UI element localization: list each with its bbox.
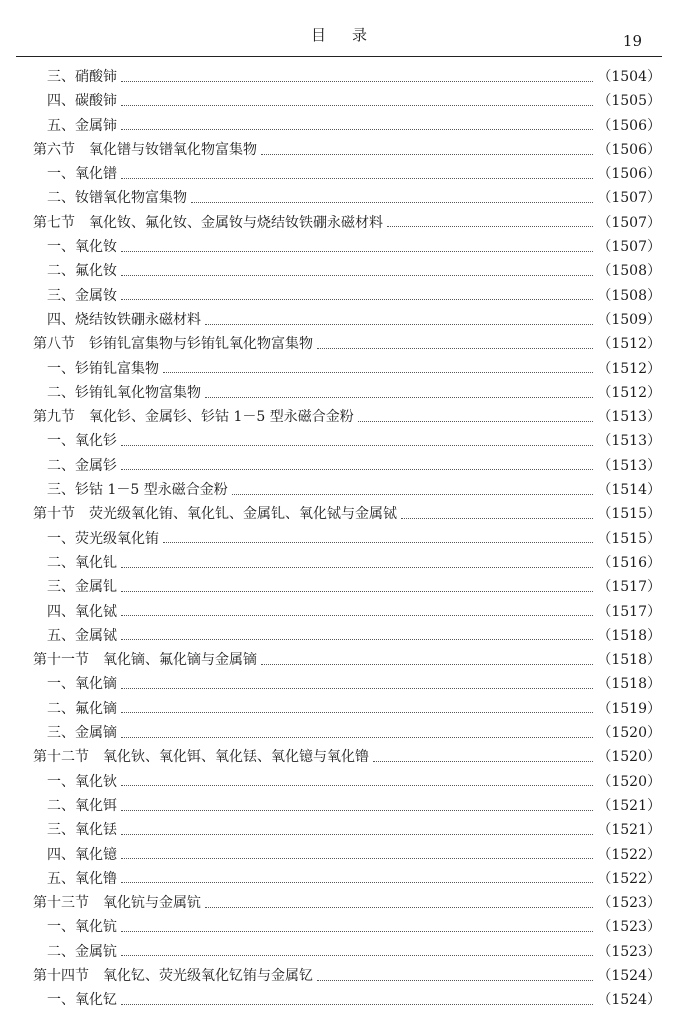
section-number: 第十节	[33, 506, 75, 523]
dot-leader	[121, 251, 593, 252]
entry-text: 氧化钪与金属钪	[103, 895, 201, 912]
section-number: 第九节	[33, 409, 75, 426]
entry-text: 氧化钕、氟化钕、金属钕与烧结钕铁硼永磁材料	[89, 214, 383, 231]
entry-text: 一、氧化镝	[47, 676, 117, 693]
toc-subsection-row[interactable]	[33, 309, 661, 333]
toc-entry-title	[33, 139, 257, 159]
toc-entry-title	[33, 916, 117, 936]
toc-entry-title	[33, 746, 369, 766]
toc-entry-title	[33, 430, 117, 450]
entry-text: 二、金属钐	[47, 457, 117, 474]
section-number: 第六节	[33, 141, 75, 158]
entry-text: 四、氧化镱	[47, 846, 117, 863]
entry-text: 一、氧化钬	[47, 773, 117, 790]
toc-subsection-row[interactable]	[33, 66, 661, 90]
toc-page-number: （1505）	[597, 93, 661, 110]
entry-text: 三、钐钴 1－5 型永磁合金粉	[47, 482, 228, 499]
toc-entry-title	[33, 382, 201, 402]
dot-leader	[121, 615, 593, 616]
toc-subsection-row[interactable]	[33, 260, 661, 284]
toc-subsection-row[interactable]	[33, 795, 661, 819]
toc-subsection-row[interactable]	[33, 673, 661, 697]
toc-section-row[interactable]	[33, 333, 661, 357]
toc-page-number: （1513）	[597, 409, 661, 426]
toc-subsection-row[interactable]	[33, 819, 661, 843]
toc-entry-title	[33, 625, 117, 645]
toc-page-number: （1513）	[597, 433, 661, 450]
toc-subsection-row[interactable]	[33, 163, 661, 187]
toc-subsection-row[interactable]	[33, 916, 661, 940]
toc-section-row[interactable]	[33, 212, 661, 236]
entry-text: 二、金属钪	[47, 943, 117, 960]
dot-leader	[401, 518, 593, 519]
toc-entry-title	[33, 601, 117, 621]
entry-text: 二、氧化铒	[47, 797, 117, 814]
dot-leader	[373, 761, 593, 762]
toc-entry-title	[33, 552, 117, 572]
dot-leader	[191, 202, 593, 203]
toc-page-number: （1514）	[597, 482, 661, 499]
toc-page-number: （1512）	[597, 336, 661, 353]
toc-page-number: （1518）	[597, 676, 661, 693]
section-number: 第十二节	[33, 749, 89, 766]
toc-subsection-row[interactable]	[33, 576, 661, 600]
toc-subsection-row[interactable]	[33, 187, 661, 211]
dot-leader	[121, 469, 593, 470]
toc-entry-title	[33, 115, 117, 135]
toc-entry-title	[33, 358, 159, 378]
entry-text: 三、氧化铥	[47, 822, 117, 839]
toc-section-row[interactable]	[33, 965, 661, 989]
toc-page-number: （1520）	[597, 725, 661, 742]
toc-page-number: （1507）	[597, 190, 661, 207]
dot-leader	[121, 129, 593, 130]
toc-section-row[interactable]	[33, 406, 661, 430]
toc-entry-title	[33, 309, 201, 329]
header-title: 目录	[310, 26, 393, 44]
entry-text: 一、氧化镨	[47, 166, 117, 183]
toc-page-number: （1522）	[597, 870, 661, 887]
toc-page-number: （1524）	[597, 967, 661, 984]
toc-subsection-row[interactable]	[33, 771, 661, 795]
entry-text: 钐铕钆富集物与钐铕钆氧化物富集物	[89, 336, 313, 353]
toc-entry-title	[33, 406, 354, 426]
toc-page-number: （1506）	[597, 166, 661, 183]
entry-text: 氧化镝、氟化镝与金属镝	[103, 652, 257, 669]
toc-section-row[interactable]	[33, 503, 661, 527]
entry-text: 三、金属镝	[47, 725, 117, 742]
toc-page-number: （1515）	[597, 530, 661, 547]
toc-page-number: （1520）	[597, 749, 661, 766]
dot-leader	[358, 421, 594, 422]
dot-leader	[121, 591, 593, 592]
section-number: 第八节	[33, 336, 75, 353]
entry-text: 一、氧化钐	[47, 433, 117, 450]
dot-leader	[232, 494, 594, 495]
dot-leader	[317, 348, 593, 349]
toc-entry-title	[33, 236, 117, 256]
entry-text: 四、碳酸铈	[47, 93, 117, 110]
dot-leader	[121, 882, 593, 883]
section-number: 第十三节	[33, 895, 89, 912]
toc-page-number: （1506）	[597, 117, 661, 134]
dot-leader	[205, 397, 593, 398]
toc-page-number: （1512）	[597, 384, 661, 401]
dot-leader	[121, 810, 593, 811]
toc-page-number: （1509）	[597, 311, 661, 328]
entry-text: 二、氧化钆	[47, 554, 117, 571]
toc-entry-title	[33, 163, 117, 183]
entry-text: 一、氧化钇	[47, 992, 117, 1009]
entry-text: 一、钐铕钆富集物	[47, 360, 159, 377]
toc-entry-title	[33, 844, 117, 864]
toc-entry-title	[33, 989, 117, 1009]
toc-entry-title	[33, 260, 117, 280]
toc-entry-title	[33, 722, 117, 742]
dot-leader	[121, 737, 593, 738]
toc-subsection-row[interactable]	[33, 868, 661, 892]
entry-text: 三、金属钕	[47, 287, 117, 304]
dot-leader	[205, 324, 593, 325]
entry-text: 五、金属铽	[47, 627, 117, 644]
toc-subsection-row[interactable]	[33, 722, 661, 746]
toc-subsection-row[interactable]	[33, 698, 661, 722]
dot-leader	[121, 785, 593, 786]
toc-subsection-row[interactable]	[33, 989, 661, 1013]
toc-entry-title	[33, 649, 257, 669]
toc-page-number: （1524）	[597, 992, 661, 1009]
toc-page-number: （1507）	[597, 214, 661, 231]
toc-subsection-row[interactable]	[33, 115, 661, 139]
toc-subsection-row[interactable]	[33, 601, 661, 625]
entry-text: 三、金属钆	[47, 579, 117, 596]
toc-subsection-row[interactable]	[33, 479, 661, 503]
entry-text: 三、硝酸铈	[47, 69, 117, 85]
toc-page-number: （1517）	[597, 579, 661, 596]
toc-subsection-row[interactable]	[33, 941, 661, 965]
toc-page-number: （1521）	[597, 822, 661, 839]
toc-page-number: （1523）	[597, 943, 661, 960]
dot-leader	[121, 858, 593, 859]
toc-entry-title	[33, 771, 117, 791]
page-number: 19	[622, 32, 642, 50]
entry-text: 二、氟化镝	[47, 700, 117, 717]
dot-leader	[121, 712, 593, 713]
toc-page-number: （1520）	[597, 773, 661, 790]
dot-leader	[205, 907, 593, 908]
toc-entry-title	[33, 698, 117, 718]
toc-subsection-row[interactable]	[33, 552, 661, 576]
toc-page-number: （1506）	[597, 141, 661, 158]
entry-text: 二、氟化钕	[47, 263, 117, 280]
dot-leader	[121, 81, 593, 82]
toc-entry-title	[33, 892, 201, 912]
toc-entry-title	[33, 965, 313, 985]
toc-subsection-row[interactable]	[33, 625, 661, 649]
dot-leader	[163, 542, 593, 543]
entry-text: 二、钕镨氧化物富集物	[47, 190, 187, 207]
dot-leader	[261, 664, 593, 665]
toc-section-row[interactable]	[33, 649, 661, 673]
entry-text: 氧化钐、金属钐、钐钴 1－5 型永磁合金粉	[89, 409, 354, 426]
toc-subsection-row[interactable]	[33, 528, 661, 552]
entry-text: 一、氧化钕	[47, 239, 117, 256]
entry-text: 荧光级氧化铕、氧化钆、金属钆、氧化铽与金属铽	[89, 506, 397, 523]
toc-page-number: （1521）	[597, 797, 661, 814]
toc-subsection-row[interactable]	[33, 844, 661, 868]
toc-page-number: （1512）	[597, 360, 661, 377]
toc-entry-title	[33, 285, 117, 305]
entry-text: 氧化钬、氧化铒、氧化铥、氧化镱与氧化镥	[103, 749, 369, 766]
toc-page-number: （1513）	[597, 457, 661, 474]
toc-page-number: （1518）	[597, 652, 661, 669]
toc-entry-title	[33, 795, 117, 815]
toc-entry-title	[33, 333, 313, 353]
toc-subsection-row[interactable]	[33, 455, 661, 479]
entry-text: 五、金属铈	[47, 117, 117, 134]
toc-section-row[interactable]	[33, 746, 661, 770]
dot-leader	[261, 154, 593, 155]
dot-leader	[121, 275, 593, 276]
dot-leader	[121, 834, 593, 835]
toc-section-row[interactable]	[33, 139, 661, 163]
toc-entry-title	[33, 187, 187, 207]
toc-entry-title	[33, 868, 117, 888]
toc-subsection-row[interactable]	[33, 358, 661, 382]
entry-text: 氧化钇、荧光级氧化钇铕与金属钇	[103, 967, 313, 984]
toc-subsection-row[interactable]	[33, 382, 661, 406]
entry-text: 四、烧结钕铁硼永磁材料	[47, 311, 201, 328]
toc-section-row[interactable]	[33, 892, 661, 916]
toc-entry-title	[33, 576, 117, 596]
toc-page-number: （1518）	[597, 627, 661, 644]
dot-leader	[387, 226, 593, 227]
table-of-contents	[33, 66, 661, 1014]
dot-leader	[121, 955, 593, 956]
section-number: 第七节	[33, 214, 75, 231]
toc-entry-title	[33, 673, 117, 693]
dot-leader	[121, 567, 593, 568]
dot-leader	[121, 445, 593, 446]
toc-page-number: （1519）	[597, 700, 661, 717]
toc-page-number: （1516）	[597, 554, 661, 571]
toc-entry-title	[33, 528, 159, 548]
entry-text: 五、氧化镥	[47, 870, 117, 887]
toc-page-number: （1508）	[597, 263, 661, 280]
toc-entry-title	[33, 819, 117, 839]
entry-text: 一、荧光级氧化铕	[47, 530, 159, 547]
section-number: 第十四节	[33, 967, 89, 984]
dot-leader	[121, 299, 593, 300]
toc-entry-title	[33, 90, 117, 110]
dot-leader	[121, 688, 593, 689]
page-header	[16, 0, 662, 57]
toc-page-number: （1507）	[597, 239, 661, 256]
entry-text: 二、钐铕钆氧化物富集物	[47, 384, 201, 401]
toc-entry-title	[33, 66, 117, 86]
toc-entry-title	[33, 503, 397, 523]
dot-leader	[121, 178, 593, 179]
entry-text: 一、氧化钪	[47, 919, 117, 936]
toc-entry-title	[33, 212, 383, 232]
toc-entry-title	[33, 455, 117, 475]
toc-page-number: （1504）	[597, 69, 661, 85]
toc-page-number: （1508）	[597, 287, 661, 304]
toc-entry-title	[33, 479, 228, 499]
toc-subsection-row[interactable]	[33, 236, 661, 260]
toc-page-number: （1517）	[597, 603, 661, 620]
toc-entry-title	[33, 941, 117, 961]
toc-subsection-row[interactable]	[33, 430, 661, 454]
dot-leader	[121, 931, 593, 932]
section-number: 第十一节	[33, 652, 89, 669]
dot-leader	[317, 980, 593, 981]
toc-subsection-row[interactable]	[33, 90, 661, 114]
toc-page-number: （1523）	[597, 895, 661, 912]
dot-leader	[163, 372, 593, 373]
dot-leader	[121, 639, 593, 640]
dot-leader	[121, 105, 593, 106]
entry-text: 氧化镨与钕镨氧化物富集物	[89, 141, 257, 158]
toc-page-number: （1523）	[597, 919, 661, 936]
toc-subsection-row[interactable]	[33, 285, 661, 309]
toc-page-number: （1515）	[597, 506, 661, 523]
entry-text: 四、氧化铽	[47, 603, 117, 620]
toc-page-number: （1522）	[597, 846, 661, 863]
dot-leader	[121, 1004, 593, 1005]
